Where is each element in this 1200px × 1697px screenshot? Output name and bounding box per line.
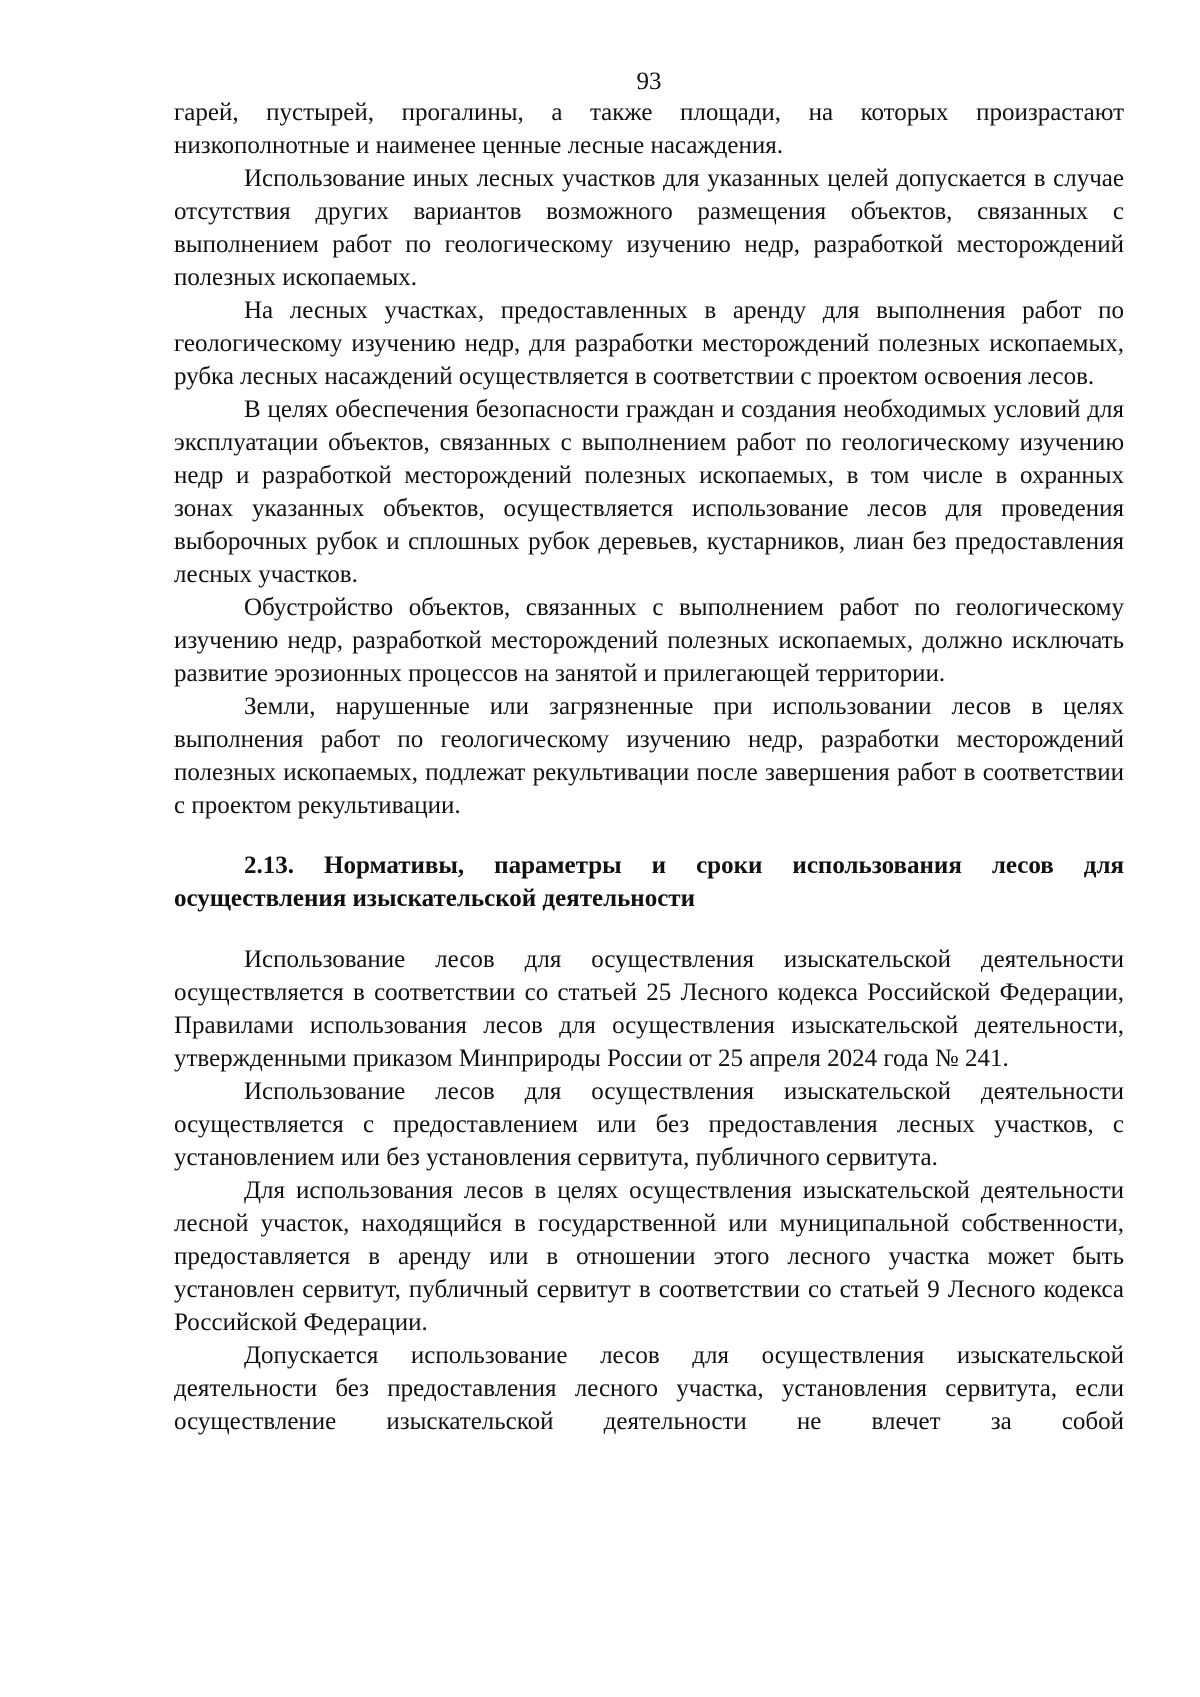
paragraphs-before-heading (174, 96, 1124, 822)
paragraph: Обустройство объектов, связанных с выполнением работ по геологическому изучению недр, разработкой месторождений полезных ископаемых, должно исключать развитие эрозионных процессов на занятой и прилегающей территории. (174, 594, 1124, 687)
paragraph: Использование лесов для осуществления изыскательской деятельности осуществляется с предоставлением или без предоставления лесных участков, с установлением или без установления сервитута, публичного сервитута. (174, 1078, 1124, 1171)
document-page (174, 66, 1124, 1438)
paragraph-continued: Допускается использование лесов для осуществления изыскательской деятельности без предоставления лесного участка, установления сервитута, если осуществление изыскательской деятельности не влечет за собой (174, 1342, 1124, 1435)
paragraphs-after-heading (174, 943, 1124, 1438)
paragraph: Земли, нарушенные или загрязненные при использовании лесов в целях выполнения работ по геологическому изучению недр, разработки месторождений полезных ископаемых, подлежат рекультивации после завершения работ в соответствии с проектом рекультивации. (174, 693, 1124, 819)
section-heading: 2.13. Нормативы, параметры и сроки использования лесов для осуществления изыскательской деятельности (174, 852, 1124, 912)
paragraph: На лесных участках, предоставленных в аренду для выполнения работ по геологическому изучению недр, для разработки месторождений полезных ископаемых, рубка лесных насаждений осуществляется в соответствии с проектом освоения лесов. (174, 297, 1124, 390)
paragraph: Для использования лесов в целях осуществления изыскательской деятельности лесной участок, находящийся в государственной или муниципальной собственности, предоставляется в аренду или в отношении этого лесного участка может быть установлен сервитут, публичный сервитут в соответствии со статьей 9 Лесного кодекса Российской Федерации. (174, 1177, 1124, 1336)
paragraph: В целях обеспечения безопасности граждан и создания необходимых условий для эксплуатации объектов, связанных с выполнением работ по геологическому изучению недр и разработкой месторождений полезных ископаемых, в том числе в охранных зонах указанных объектов, осуществляется использование лесов для проведения выборочных рубок и сплошных рубок деревьев, кустарников, лиан без предоставления лесных участков. (174, 396, 1124, 588)
paragraph: гарей, пустырей, прогалины, а также площади, на которых произрастают низкополнотные и наименее ценные лесные насаждения. (174, 99, 1124, 159)
paragraph: Использование иных лесных участков для указанных целей допускается в случае отсутствия других вариантов возможного размещения объектов, связанных с выполнением работ по геологическому изучению недр, разработкой месторождений полезных ископаемых. (174, 165, 1124, 291)
page-number: 93 (636, 68, 662, 95)
paragraph: Использование лесов для осуществления изыскательской деятельности осуществляется в соответствии со статьей 25 Лесного кодекса Российской Федерации, Правилами использования лесов для осуществления изыскательской деятельности, утвержденными приказом Минприроды России от 25 апреля 2024 года № 241. (174, 946, 1124, 1072)
